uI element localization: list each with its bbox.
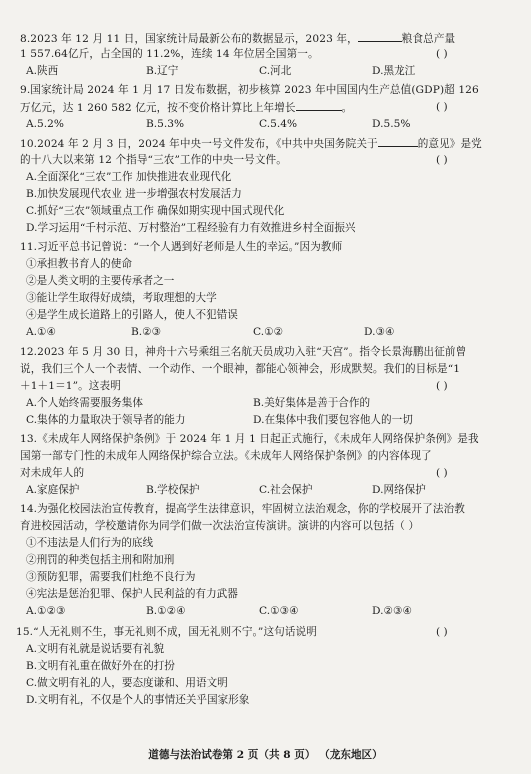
option-a: A.①④ (26, 326, 57, 338)
question-9-line-2 (20, 100, 352, 115)
option-a: A.5.2% (26, 118, 64, 130)
question-13-line-1: 13.《未成年人网络保护条例》于 2024 年 1 月 1 日起正式施行，《未成年人网络保护条例》是我 (20, 433, 479, 445)
option-a: A.个人始终需要服务集体 (26, 397, 143, 409)
option-c: C.①② (253, 326, 284, 338)
option-b: B.美好集体是善于合作的 (253, 397, 371, 409)
option-c: C.河北 (259, 65, 292, 77)
statement-3: ③预防犯罪，需要我们杜绝不良行为 (26, 571, 196, 583)
answer-paren: ( ) (436, 626, 448, 638)
question-10-line-2: 的十八大以来第 12 个指导“三农”工作的中央一号文件。 (20, 154, 287, 166)
q10-text-1: 10.2024 年 2 月 3 日，2024 年中央一号文件发布，《中共中央国务院关于 (20, 138, 378, 150)
answer-paren: ( ) (436, 48, 448, 60)
period: 。 (341, 102, 353, 114)
question-10-line-1 (20, 136, 482, 151)
q9-text-2: 万亿元，达 1 260 582 亿元，按不变价格计算比上年增长 (20, 102, 296, 114)
option-a: A.家庭保护 (26, 484, 80, 496)
option-b: B.加快发展现代农业 进一步增强农村发展活力 (26, 188, 242, 200)
option-d: D.5.5% (372, 118, 411, 130)
option-b: B.5.3% (146, 118, 185, 130)
statement-2: ②是人类文明的主要传承者之一 (26, 275, 175, 287)
option-c: C.抓好“三农”领域重点工作 确保如期实现中国式现代化 (26, 205, 285, 217)
option-d: D.学习运用“千村示范、万村整治”工程经验有力有效推进乡村全面振兴 (26, 222, 356, 234)
option-b: B.①②④ (146, 605, 186, 617)
q8-text-1: 8.2023 年 12 月 11 日，国家统计局最新公布的数据显示，2023 年， (20, 33, 358, 45)
option-d: D.黑龙江 (372, 65, 416, 77)
question-13-line-3: 对未成年人的 (20, 467, 85, 479)
answer-paren: ( ) (436, 101, 448, 113)
question-14-line-1: 14.为强化校园法治宣传教育，提高学生法律意识，牢固树立法治观念，你的学校展开了法治教 (20, 503, 465, 515)
answer-blank (358, 31, 402, 42)
option-d: D.文明有礼，不仅是个人的事情还关乎国家形象 (26, 694, 250, 706)
question-8-line-2: 1 557.64亿斤，占全国的 11.2%，连续 14 年位居全国第一。 (20, 48, 319, 60)
option-d: D.③④ (364, 326, 395, 338)
option-a: A.全面深化“三农”工作 加快推进农业现代化 (26, 171, 232, 183)
option-a: A.文明有礼就是说话要有礼貌 (26, 643, 165, 655)
question-14-line-2: 育进校园活动，学校邀请你为同学们做一次法治宣传演讲。演讲的内容可以包括（ ） (20, 520, 420, 532)
page-footer: 道德与法治试卷第 2 页（共 8 页） （龙东地区） (148, 749, 383, 761)
option-d: D.在集体中我们要包容他人的一切 (253, 414, 413, 426)
q8-text-after-blank: 粮食总产量 (401, 33, 456, 45)
answer-paren: ( ) (436, 154, 448, 166)
statement-1: ①不违法是人们行为的底线 (26, 537, 154, 549)
option-b: B.辽宁 (146, 65, 179, 77)
answer-paren: ( ) (436, 467, 448, 479)
question-12-line-1: 12.2023 年 5 月 30 日，神舟十六号乘组三名航天员成功入驻“天宫”。指令长景海鹏出征前曾 (20, 346, 467, 358)
option-c: C.5.4% (259, 118, 298, 130)
option-a: A.①②③ (26, 605, 66, 617)
question-15-line-1: 15.“人无礼则不生，事无礼则不成，国无礼则不宁。”这句话说明 (16, 626, 317, 638)
answer-paren: ( ) (436, 380, 448, 392)
question-8-line-1 (20, 31, 455, 46)
statement-2: ②刑罚的种类包括主刑和附加刑 (26, 554, 175, 566)
statement-1: ①承担教书育人的使命 (26, 258, 132, 270)
answer-blank (378, 136, 418, 147)
question-9-line-1: 9.国家统计局 2024 年 1 月 17 日发布数据，初步核算 2023 年中国国内生产总值(GDP)超 126 (20, 84, 479, 96)
option-c: C.社会保护 (259, 484, 313, 496)
question-11-line-1: 11.习近平总书记曾说：“一个人遇到好老师是人生的幸运。”因为教师 (20, 241, 343, 253)
option-c: C.①③④ (259, 605, 299, 617)
option-a: A.陕西 (26, 65, 59, 77)
q10-text-2: 的意见》是党 (417, 138, 482, 150)
statement-4: ④是学生成长道路上的引路人，使人不犯错误 (26, 309, 238, 321)
option-b: B.学校保护 (146, 484, 200, 496)
option-b: B.②③ (131, 326, 162, 338)
option-c: C.做文明有礼的人，要态度谦和、用语文明 (26, 677, 228, 689)
answer-blank (296, 100, 342, 111)
question-12-line-3: ＋1＋1＝1”。这表明 (20, 380, 121, 392)
question-12-line-2: 说，我们三个人一个表情、一个动作、一个眼神，都能心领神会，形成默契。我们的目标是“1 (20, 363, 461, 375)
option-c: C.集体的力量取决于领导者的能力 (26, 414, 186, 426)
statement-3: ③能让学生取得好成绩，考取理想的大学 (26, 292, 217, 304)
option-d: D.网络保护 (372, 484, 426, 496)
option-b: B.文明有礼重在做好外在的打扮 (26, 660, 175, 672)
statement-4: ④宪法是惩治犯罪、保护人民利益的有力武器 (26, 588, 238, 600)
option-d: D.②③④ (372, 605, 412, 617)
question-13-line-2: 国第一部专门性的未成年人网络保护综合立法。《未成年人网络保护条例》的内容体现了 (20, 450, 432, 462)
